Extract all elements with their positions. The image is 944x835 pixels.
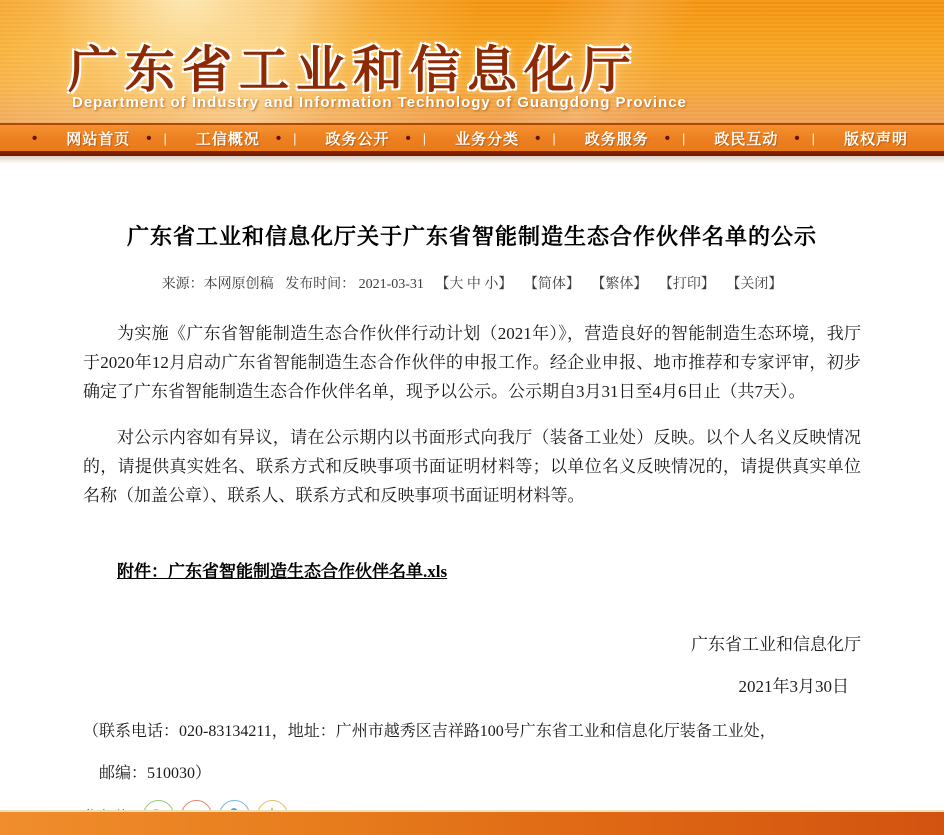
nav-shadow xyxy=(0,156,944,164)
nav-separator: | xyxy=(552,130,556,146)
nav-item-gov-affairs[interactable]: 政务公开 xyxy=(325,130,390,148)
nav-separator: | xyxy=(682,130,686,146)
traditional-chinese-button[interactable]: 【繁体】 xyxy=(591,277,648,292)
simplified-chinese-button[interactable]: 【简体】 xyxy=(523,277,580,292)
nav-item-overview[interactable]: 工信概况 xyxy=(195,130,260,148)
site-title: 广东省工业和信息化厅 xyxy=(68,42,638,98)
signature-org: 广东省工业和信息化厅 xyxy=(691,635,861,654)
paragraph-1: 为实施《广东省智能制造生态合作伙伴行动计划（2021年）》，营造良好的智能制造生态环境，我厅于2020年12月启动广东省智能制造生态合作伙伴的申报工作。经企业申报、地市推荐和专家评审，初步确定了广东省智能制造生态合作伙伴名单，现予以公示。公示期自3月31日至4月6日止（共7天）。 xyxy=(83,324,861,401)
article-meta xyxy=(0,273,944,293)
nav-dot: • xyxy=(794,129,800,147)
nav-separator: | xyxy=(422,130,427,146)
contact-info xyxy=(83,717,861,788)
paragraph-2: 对公示内容如有异议，请在公示期内以书面形式向我厅（装备工业处）反映。以个人名义反映情况的，请提供真实姓名、联系方式和反映事项书面证明材料等；以单位名义反映情况的，请提供真实单位名称（加盖公章）、联系人、联系方式和反映事项书面证明材料等。 xyxy=(83,428,861,505)
footer-bar xyxy=(0,810,944,835)
article-title: 广东省工业和信息化厅关于广东省智能制造生态合作伙伴名单的公示 xyxy=(126,224,817,249)
nav-dot: • xyxy=(405,129,411,147)
nav-dot: • xyxy=(275,129,282,147)
nav-item-copyright[interactable]: 版权声明 xyxy=(843,130,908,148)
font-size-control[interactable]: 【大 中 小】 xyxy=(435,277,513,292)
article-body xyxy=(83,319,861,788)
nav-item-home[interactable]: 网站首页 xyxy=(66,130,131,148)
article-content xyxy=(0,164,944,831)
close-button[interactable]: 【关闭】 xyxy=(726,277,783,292)
print-button[interactable]: 【打印】 xyxy=(658,277,715,292)
nav-item-business[interactable]: 业务分类 xyxy=(455,130,520,148)
contact-line-2: 邮编：510030） xyxy=(99,765,212,782)
site-banner xyxy=(0,0,944,125)
signature-date: 2021年3月30日 xyxy=(738,677,849,696)
nav-item-services[interactable]: 政务服务 xyxy=(584,130,649,148)
nav-dot: • xyxy=(535,129,541,147)
meta-source: 来源：本网原创稿 xyxy=(161,277,274,292)
nav-separator: | xyxy=(811,130,816,146)
contact-line-1: （联系电话：020-83134211，地址：广州市越秀区吉祥路100号广东省工业和信息化厅装备工业处， xyxy=(83,723,776,740)
site-subtitle-english: Department of Industry and Information Technology of Guangdong Province xyxy=(72,94,687,111)
nav-dot: • xyxy=(32,129,38,147)
nav-separator: | xyxy=(293,130,297,146)
nav-separator: | xyxy=(163,130,167,146)
nav-dot: • xyxy=(146,129,152,147)
attachment-link[interactable]: 附件：广东省智能制造生态合作伙伴名单.xls xyxy=(117,562,448,581)
nav-dot: • xyxy=(664,129,670,147)
meta-publish-time: 发布时间： 2021-03-31 xyxy=(285,277,424,292)
signature-block xyxy=(83,630,861,701)
main-nav xyxy=(0,125,944,151)
nav-item-interaction[interactable]: 政民互动 xyxy=(714,130,779,148)
